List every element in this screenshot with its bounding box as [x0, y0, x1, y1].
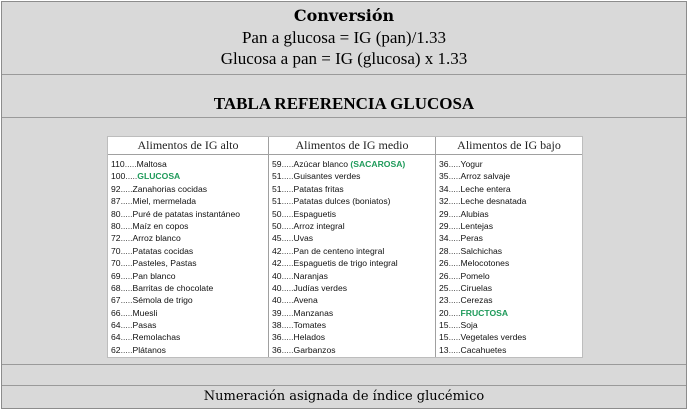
gi-value: 15 [439, 320, 449, 331]
table-row [269, 307, 435, 319]
leader-dots: ..... [281, 344, 294, 355]
column-medium-gi [269, 137, 436, 357]
gi-value: 92 [111, 183, 121, 194]
leader-dots: ..... [448, 220, 461, 231]
gi-value: 70 [111, 245, 121, 256]
leader-dots: ..... [120, 320, 133, 331]
food-name: Plátanos [132, 344, 166, 355]
column-rows [108, 155, 268, 356]
table-row [436, 294, 582, 306]
food-name: Patatas dulces (boniatos) [293, 196, 391, 207]
table-row [269, 220, 435, 232]
gi-value: 42 [272, 258, 282, 269]
food-name: Alubias [460, 208, 489, 219]
table-row [436, 183, 582, 195]
leader-dots: ..... [120, 295, 133, 306]
gi-value: 34 [439, 183, 449, 194]
food-name: Arroz blanco [132, 233, 181, 244]
leader-dots: ..... [448, 196, 461, 207]
food-name: Judías verdes [293, 282, 348, 293]
gi-value: 32 [439, 196, 449, 207]
table-row [269, 294, 435, 306]
gi-value: 67 [111, 295, 121, 306]
food-name: Helados [293, 332, 326, 343]
gi-value: 64 [111, 320, 121, 331]
column-rows [269, 155, 435, 356]
food-name: Arroz salvaje [460, 171, 511, 182]
food-name: Cerezas [460, 295, 493, 306]
leader-dots: ..... [448, 344, 461, 355]
table-row [108, 183, 268, 195]
gi-value: 36 [272, 344, 282, 355]
food-name: Pasas [132, 320, 157, 331]
table-row [108, 270, 268, 282]
gi-value: 40 [272, 295, 282, 306]
food-name: Melocotones [460, 258, 510, 269]
gi-value: 26 [439, 270, 449, 281]
gi-value: 25 [439, 282, 449, 293]
table-row [108, 208, 268, 220]
column-header: Alimentos de IG alto [108, 137, 268, 155]
leader-dots: ..... [281, 208, 294, 219]
table-row [269, 195, 435, 207]
gi-value: 62 [111, 344, 121, 355]
leader-dots: ..... [120, 282, 133, 293]
table-row [436, 319, 582, 331]
table-row [108, 232, 268, 244]
gi-value: 80 [111, 220, 121, 231]
leader-dots: ..... [281, 220, 294, 231]
food-name: Pan blanco [132, 270, 176, 281]
leader-dots: ..... [448, 258, 461, 269]
table-row [436, 158, 582, 170]
gi-value: 72 [111, 233, 121, 244]
leader-dots: ..... [281, 295, 294, 306]
column-high-gi [108, 137, 269, 357]
table-subtitle: TABLA REFERENCIA GLUCOSA [213, 94, 475, 113]
table-row [269, 319, 435, 331]
table-row [108, 257, 268, 269]
leader-dots: ..... [124, 159, 137, 169]
food-name: Guisantes verdes [293, 171, 361, 182]
leader-dots: ..... [281, 270, 294, 281]
leader-dots: ..... [448, 332, 461, 343]
table-row [108, 170, 268, 182]
food-name: Barritas de chocolate [132, 282, 214, 293]
formula-glucose-to-bread: Glucosa a pan = IG (glucosa) x 1.33 [220, 49, 468, 68]
leader-dots: ..... [120, 332, 133, 343]
food-name: Pan de centeno integral [293, 245, 385, 256]
leader-dots: ..... [281, 196, 294, 207]
spacer-cell [2, 365, 686, 386]
gi-value: 40 [272, 282, 282, 293]
leader-dots: ..... [448, 320, 461, 331]
leader-dots: ..... [281, 159, 294, 169]
leader-dots: ..... [448, 159, 461, 169]
gi-value: 40 [272, 270, 282, 281]
table-row [269, 282, 435, 294]
gi-value: 50 [272, 220, 282, 231]
column-low-gi [436, 137, 582, 357]
food-name: GLUCOSA [137, 171, 181, 182]
leader-dots: ..... [281, 320, 294, 331]
table-row [269, 331, 435, 343]
table-row [436, 170, 582, 182]
gi-value: 69 [111, 270, 121, 281]
food-name: Yogur [460, 159, 483, 169]
table-row [108, 331, 268, 343]
leader-dots: ..... [448, 183, 461, 194]
gi-value: 38 [272, 320, 282, 331]
food-name: Patatas fritas [293, 183, 344, 194]
formula-bread-to-glucose: Pan a glucosa = IG (pan)/1.33 [241, 28, 447, 47]
gi-value: 29 [439, 220, 449, 231]
table-row [436, 331, 582, 343]
leader-dots: ..... [281, 171, 294, 182]
food-tag: (SACAROSA) [347, 159, 406, 169]
table-row [436, 282, 582, 294]
gi-value: 36 [272, 332, 282, 343]
food-name: Peras [460, 233, 483, 244]
gi-value: 20 [439, 307, 449, 318]
food-name: Manzanas [293, 307, 334, 318]
food-name: Remolachas [132, 332, 181, 343]
food-name: Soja [460, 320, 478, 331]
gi-value: 35 [439, 171, 449, 182]
table-row [108, 282, 268, 294]
table-row [269, 257, 435, 269]
table-row [269, 183, 435, 195]
gi-value: 42 [272, 245, 282, 256]
food-name: Azúcar blanco [293, 159, 348, 169]
table-row [436, 344, 582, 356]
gi-value: 45 [272, 233, 282, 244]
food-name: Pomelo [460, 270, 490, 281]
gi-value: 87 [111, 196, 121, 207]
gi-value: 15 [439, 332, 449, 343]
gi-value: 64 [111, 332, 121, 343]
table-row [108, 245, 268, 257]
food-name: Pasteles, Pastas [132, 258, 197, 269]
leader-dots: ..... [448, 295, 461, 306]
leader-dots: ..... [125, 171, 138, 182]
food-name: Leche entera [460, 183, 511, 194]
leader-dots: ..... [448, 245, 461, 256]
food-name: Garbanzos [293, 344, 336, 355]
food-name: Patatas cocidas [132, 245, 194, 256]
gi-value: 66 [111, 307, 121, 318]
table-row [436, 208, 582, 220]
gi-value: 70 [111, 258, 121, 269]
leader-dots: ..... [448, 282, 461, 293]
table-row [269, 170, 435, 182]
leader-dots: ..... [448, 171, 461, 182]
gi-value: 39 [272, 307, 282, 318]
gi-value: 80 [111, 208, 121, 219]
column-header: Alimentos de IG medio [269, 137, 435, 155]
food-name: Zanahorias cocidas [132, 183, 208, 194]
food-name: Maíz en copos [132, 220, 189, 231]
food-name: Naranjas [293, 270, 328, 281]
food-name: FRUCTOSA [460, 307, 509, 318]
leader-dots: ..... [120, 258, 133, 269]
column-rows [436, 155, 582, 356]
food-name: Lentejas [460, 220, 494, 231]
leader-dots: ..... [120, 270, 133, 281]
food-name: Miel, mermelada [132, 196, 197, 207]
leader-dots: ..... [120, 220, 133, 231]
table-row [108, 195, 268, 207]
leader-dots: ..... [448, 208, 461, 219]
food-name: Espaguetis de trigo integral [293, 258, 398, 269]
leader-dots: ..... [120, 196, 133, 207]
food-name: Salchichas [460, 245, 503, 256]
food-name: Uvas [293, 233, 314, 244]
leader-dots: ..... [281, 233, 294, 244]
glycemic-index-table [107, 136, 583, 358]
table-row [436, 307, 582, 319]
leader-dots: ..... [120, 245, 133, 256]
gi-value: 28 [439, 245, 449, 256]
table-row [269, 344, 435, 356]
column-header: Alimentos de IG bajo [436, 137, 582, 155]
food-name: Ciruelas [460, 282, 493, 293]
food-name: Leche desnatada [460, 196, 527, 207]
food-name: Muesli [132, 307, 158, 318]
gi-value: 36 [439, 159, 449, 169]
gi-value: 50 [272, 208, 282, 219]
table-row [108, 158, 268, 170]
table-row [436, 245, 582, 257]
table-row [269, 208, 435, 220]
gi-value: 51 [272, 196, 282, 207]
gi-value: 13 [439, 344, 449, 355]
gi-value: 34 [439, 233, 449, 244]
leader-dots: ..... [281, 307, 294, 318]
table-row [436, 257, 582, 269]
table-row [269, 270, 435, 282]
gi-value: 51 [272, 183, 282, 194]
table-row [269, 232, 435, 244]
document-frame [1, 1, 687, 409]
gi-value: 110 [111, 159, 125, 169]
table-row [269, 158, 435, 170]
food-name: Maltosa [136, 159, 167, 169]
table-row [436, 270, 582, 282]
leader-dots: ..... [281, 282, 294, 293]
page-title: Conversión [293, 6, 395, 25]
gi-value: 26 [439, 258, 449, 269]
leader-dots: ..... [281, 183, 294, 194]
gi-value: 68 [111, 282, 121, 293]
food-name: Puré de patatas instantáneo [132, 208, 241, 219]
gi-value: 59 [272, 159, 282, 169]
gi-value: 51 [272, 171, 282, 182]
table-row [108, 220, 268, 232]
leader-dots: ..... [448, 307, 461, 318]
leader-dots: ..... [281, 258, 294, 269]
table-row [436, 195, 582, 207]
food-name: Cacahuetes [460, 344, 507, 355]
leader-dots: ..... [120, 233, 133, 244]
food-name: Vegetales verdes [460, 332, 527, 343]
food-name: Tomates [293, 320, 326, 331]
leader-dots: ..... [448, 270, 461, 281]
gi-value: 29 [439, 208, 449, 219]
leader-dots: ..... [120, 208, 133, 219]
leader-dots: ..... [448, 233, 461, 244]
gi-value: 100 [111, 171, 126, 182]
table-row [108, 319, 268, 331]
table-row [108, 344, 268, 356]
food-name: Arroz integral [293, 220, 345, 231]
leader-dots: ..... [281, 332, 294, 343]
footer-caption: Numeración asignada de índice glucémico [203, 389, 485, 404]
leader-dots: ..... [120, 183, 133, 194]
table-row [108, 307, 268, 319]
table-row [269, 245, 435, 257]
leader-dots: ..... [281, 245, 294, 256]
table-row [108, 294, 268, 306]
leader-dots: ..... [120, 307, 133, 318]
food-name: Sémola de trigo [132, 295, 193, 306]
food-name: Espaguetis [293, 208, 337, 219]
gi-value: 23 [439, 295, 449, 306]
table-row [436, 232, 582, 244]
leader-dots: ..... [120, 344, 133, 355]
food-name: Avena [293, 295, 318, 306]
table-row [436, 220, 582, 232]
